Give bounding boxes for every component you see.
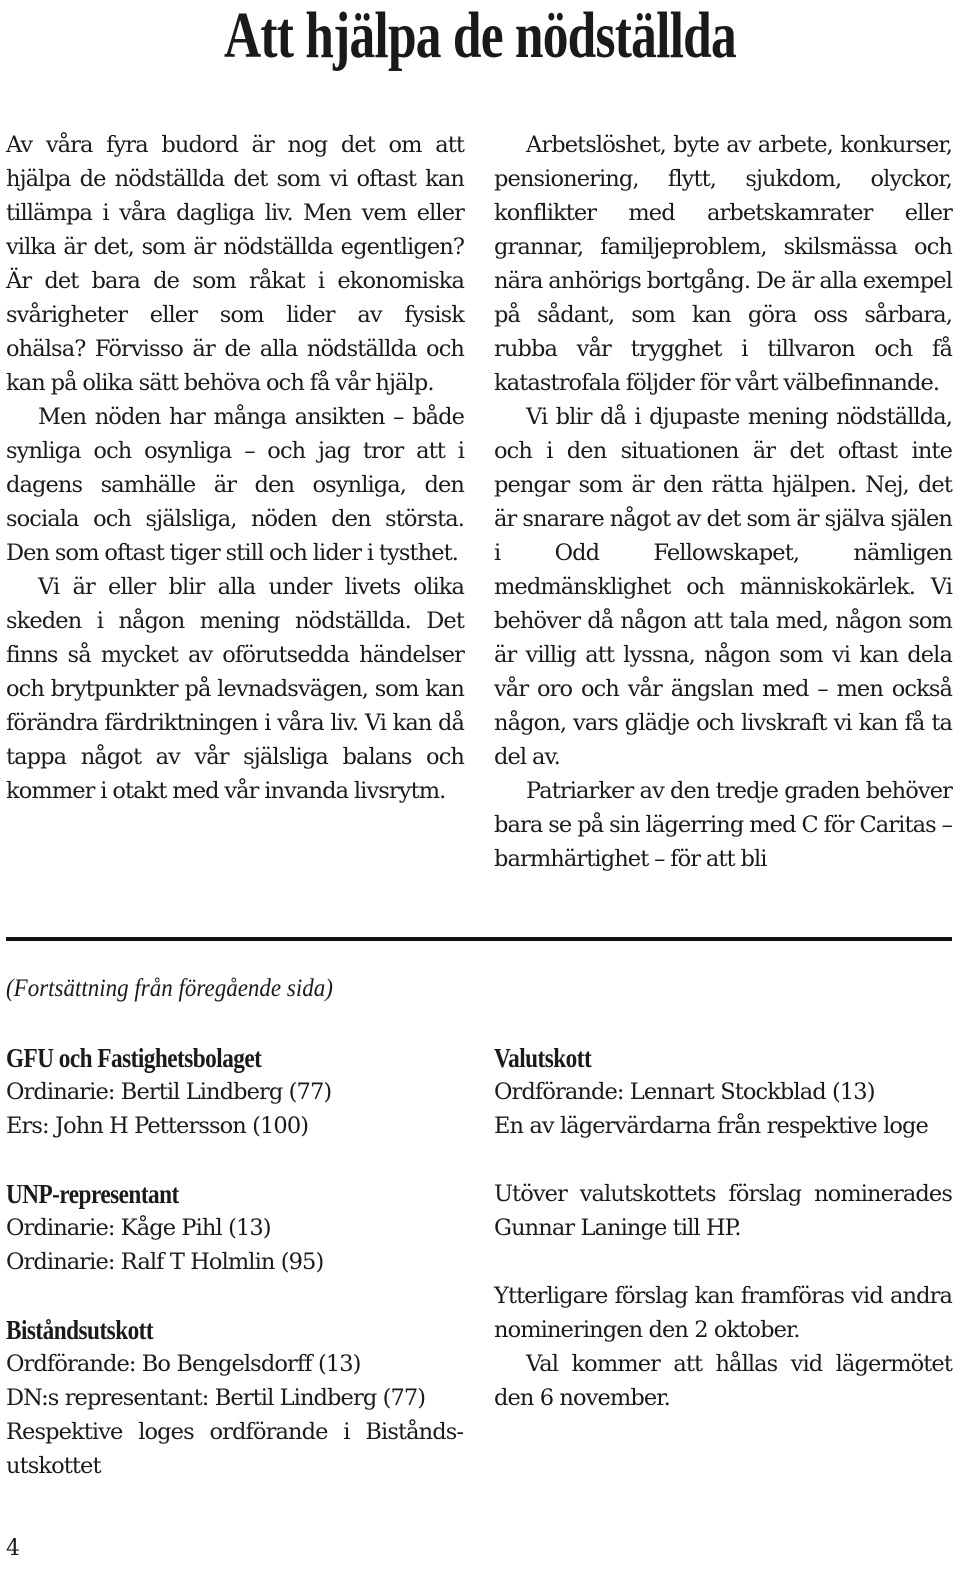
section-line: Ordinarie: Kåge Pihl (13) [6, 1215, 271, 1241]
section-heading: Biståndsutskott [6, 1315, 154, 1345]
article-paragraph: Men nöden har många ansikten – både synliga och osynliga – och jag tror att i dagens samhälle är den osynliga, den sociala och själsliga, nöden den största. Den som oftast tiger still och lider i tysthet. [6, 404, 464, 566]
article-paragraph: Av våra fyra budord är nog det om att hjälpa de nödställda det som vi oftast kan tillämpa i våra dagliga liv. Men vem eller vilka är det, som är nödställda egentligen? Är det bara de som råkat i ekonomiska svårigheter eller som lider av fysisk ohälsa? Förvisso är de alla nödställda och kan på olika sätt behöva och få vår hjälp. [6, 132, 464, 396]
section-valuta [494, 1041, 954, 1143]
page-number: 4 [6, 1536, 20, 1561]
nomination-info [494, 1279, 952, 1415]
section-heading: UNP-representant [6, 1179, 179, 1209]
section-line: Ordförande: Bo Bengelsdorff (13) [6, 1351, 361, 1377]
article-paragraph: Patriarker av den tredje graden behöver bara se på sin lägerring med C för Caritas – barmhärtighet – för att bli [494, 778, 952, 872]
section-line: Ordförande: Lennart Stockblad (13) [494, 1079, 875, 1105]
section-gfu [6, 1041, 466, 1143]
section-line: En av lägervärdarna från respektive loge [494, 1113, 928, 1139]
section-divider [6, 937, 952, 941]
note-text: Utöver valutskottets förslag nominerades Gunnar Laninge till HP. [494, 1181, 952, 1241]
nomination-note [494, 1177, 952, 1245]
note-text: Ytterligare förslag kan framföras vid andra nomineringen den 2 oktober. [494, 1283, 952, 1343]
article-column-left [6, 128, 464, 808]
article-column-right [494, 128, 952, 876]
section-heading: GFU och Fastighetsbolaget [6, 1043, 262, 1073]
section-line: Ordinarie: Bertil Lindberg (77) [6, 1079, 332, 1105]
article-paragraph: Arbetslöshet, byte av arbete, konkurser, pensionering, flytt, sjukdom, olyckor, konflikter med arbetskamrater eller grannar, familjeproblem, skilsmässa och nära anhörigs bortgång. De är alla exempel på sådant, som kan göra oss sårbara, rubba vår trygghet i tillvaron och få katastrofala följder för vårt välbefinnande. [494, 132, 952, 396]
section-line: Ers: John H Pettersson (100) [6, 1113, 309, 1139]
note-text: Val kommer att hållas vid lägermötet den 6 november. [494, 1351, 952, 1411]
article-title: Att hjälpa de nödställda [224, 0, 736, 72]
section-line: Ordinarie: Ralf T Holmlin (95) [6, 1249, 324, 1275]
article-paragraph: Vi blir då i djupaste mening nödställda, och i den situationen är det oftast inte pengar som är den rätta hjälpen. Nej, det är snarare något av det som är själva själen i Odd Fellowskapet, nämligen medmänsklighet och människokärlek. Vi behöver då någon att tala med, någon som är villig att lyssna, någon som vi kan dela vår oro och vår ängslan med – men också någon, vars glädje och livskraft vi kan få ta del av. [494, 404, 952, 770]
section-line: Respektive loges ordförande i Biståndsutskottet [6, 1419, 464, 1479]
continuation-note: (Fortsättning från föregående sida) [6, 975, 333, 1002]
section-line: DN:s representant: Bertil Lindberg (77) [6, 1385, 426, 1411]
section-heading: Valutskott [494, 1043, 592, 1073]
section-unp [6, 1177, 466, 1279]
article-paragraph: Vi är eller blir alla under livets olika skeden i någon mening nödställda. Det finns så mycket av oförutsedda händelser och brytpunkter på levnadsvägen, som kan förändra färdriktningen i våra liv. Vi kan då tappa något av vår själsliga balans och kommer i otakt med vår invanda livsrytm. [6, 574, 464, 804]
section-bistand [6, 1313, 464, 1483]
